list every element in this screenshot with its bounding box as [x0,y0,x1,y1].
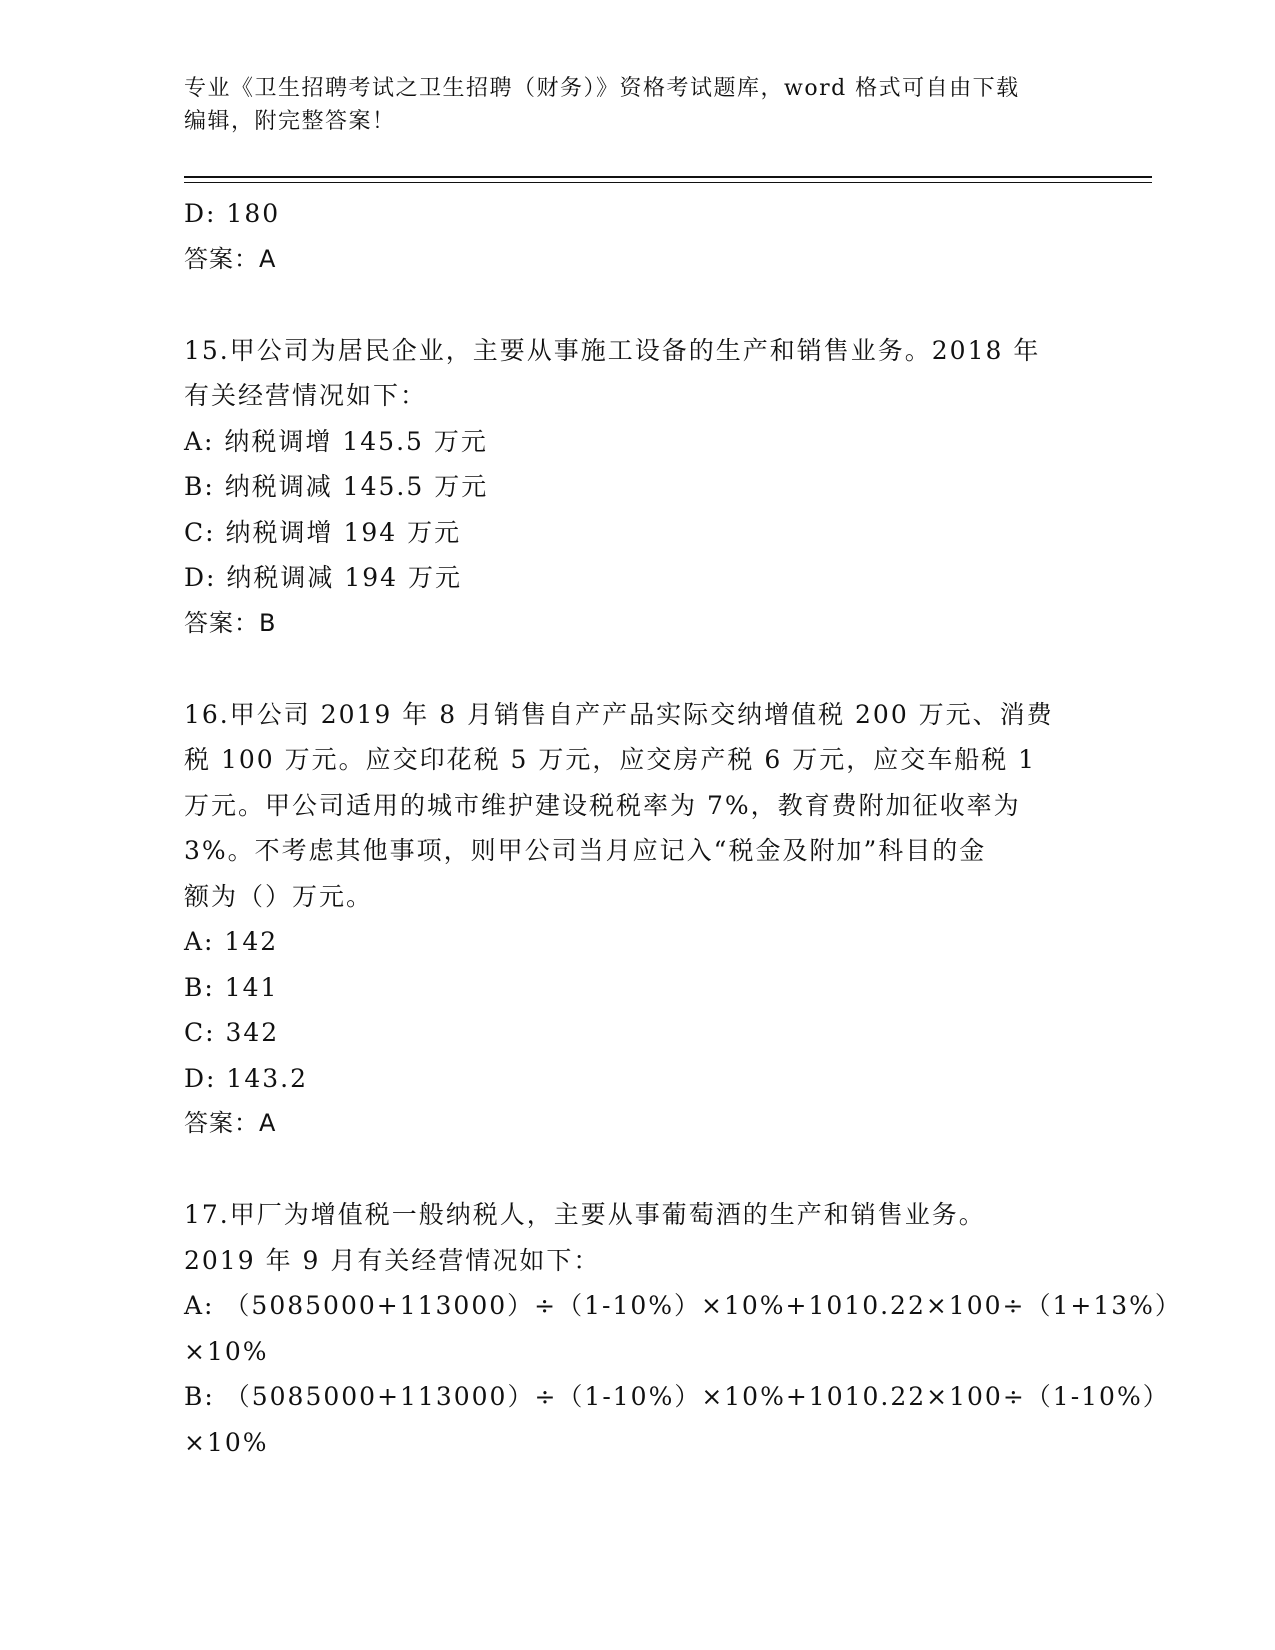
question-text-line: 税 100 万元。应交印花税 5 万元，应交房产税 6 万元，应交车船税 1 [184,745,1037,774]
option-a: A: 纳税调增 145.5 万元 [184,426,488,456]
question-15 [184,328,1084,647]
answer-line: 答案：A [184,1109,277,1137]
header-line-2: 编辑，附完整答案！ [184,109,396,134]
previous-question-tail [184,191,1084,282]
question-text-line: 有关经营情况如下： [184,381,428,410]
answer-line: 答案：B [184,608,277,637]
question-17 [184,1192,1182,1465]
option-d: D: 180 [184,199,281,228]
question-text-line: 15.甲公司为居民企业，主要从事施工设备的生产和销售业务。2018 年 [184,335,1041,365]
option-a: A: （5085000+113000）÷（1-10%）×10%+1010.22×100÷（1+13%） [184,1291,1182,1320]
document-header [184,72,1064,138]
header-line-1: 专业《卫生招聘考试之卫生招聘（财务）》资格考试题库，word 格式可自由下载 [184,76,1020,101]
option-d: D: 纳税调减 194 万元 [184,563,463,592]
option-c: C: 342 [184,1018,280,1047]
question-text-line: 16.甲公司 2019 年 8 月销售自产产品实际交纳增值税 200 万元、消费 [184,699,1054,729]
option-a: A: 142 [184,927,279,956]
answer-line: 答案：A [184,244,277,273]
question-text-line: 3%。不考虑其他事项，则甲公司当月应记入“税金及附加”科目的金 [184,836,987,865]
option-c: C: 纳税调增 194 万元 [184,517,462,547]
option-b: B: 纳税调减 145.5 万元 [184,472,489,501]
document-body [184,191,1182,1465]
header-rule-thin [184,182,1152,183]
question-text-line: 额为（）万元。 [184,881,374,911]
question-text-line: 2019 年 9 月有关经营情况如下： [184,1245,601,1275]
option-a-continued: ×10% [184,1336,269,1366]
option-d: D: 143.2 [184,1063,308,1093]
header-rule-thick [184,176,1152,178]
option-b: B: （5085000+113000）÷（1-10%）×10%+1010.22×100÷（1-10%） [184,1382,1170,1411]
question-text-line: 17.甲厂为增值税一般纳税人，主要从事葡萄酒的生产和销售业务。 [184,1200,986,1229]
question-16 [184,692,1084,1147]
option-b: B: 141 [184,972,279,1002]
question-text-line: 万元。甲公司适用的城市维护建设税税率为 7%，教育费附加征收率为 [184,790,1021,820]
option-b-continued: ×10% [184,1427,269,1457]
